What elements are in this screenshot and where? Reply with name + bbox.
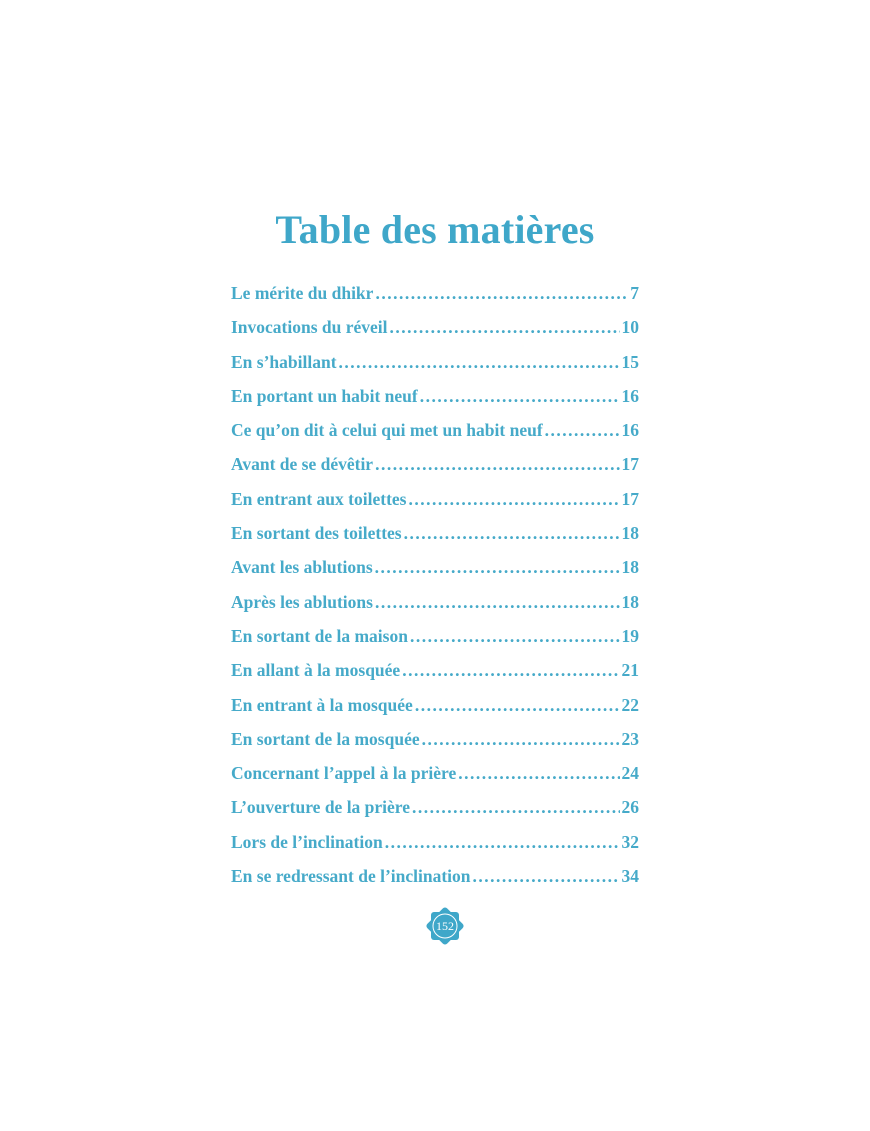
- toc-entry: [231, 516, 639, 550]
- toc-entry-title: Après les ablutions: [231, 591, 373, 612]
- toc-entry-title: Ce qu’on dit à celui qui met un habit neuf: [231, 420, 543, 441]
- toc-entry-page: 21: [621, 660, 639, 681]
- toc-entry: [231, 379, 639, 413]
- toc-entry-title: En se redressant de l’inclination: [231, 866, 471, 887]
- toc-entry-page: 26: [621, 797, 639, 818]
- toc-entry: [231, 482, 639, 516]
- toc-entry-page: 24: [621, 763, 639, 784]
- toc-entry-title: L’ouverture de la prière: [231, 797, 411, 818]
- toc-entry-page: 18: [621, 591, 639, 612]
- toc-entry: [231, 585, 639, 619]
- toc-entry-page: 17: [621, 488, 639, 509]
- toc-entry-title: En portant un habit neuf: [231, 385, 418, 406]
- toc-entry-page: 10: [621, 317, 639, 338]
- table-of-contents: [231, 276, 639, 893]
- page-number-badge: [423, 904, 467, 948]
- toc-dot-leader: [375, 585, 620, 619]
- toc-entry: [231, 345, 639, 379]
- toc-entry-title: En entrant à la mosquée: [231, 694, 413, 715]
- toc-dot-leader: [375, 276, 628, 310]
- toc-entry: [231, 447, 639, 481]
- toc-dot-leader: [473, 859, 620, 893]
- toc-dot-leader: [402, 653, 619, 687]
- toc-entry-page: 17: [621, 454, 639, 475]
- toc-dot-leader: [545, 413, 620, 447]
- toc-entry-page: 22: [621, 694, 639, 715]
- toc-dot-leader: [339, 345, 620, 379]
- toc-entry-page: 34: [621, 866, 639, 887]
- toc-entry: [231, 310, 639, 344]
- toc-entry-title: En sortant de la mosquée: [231, 728, 420, 749]
- toc-dot-leader: [412, 790, 619, 824]
- toc-dot-leader: [458, 756, 619, 790]
- page-number: 152: [436, 919, 454, 933]
- toc-entry-title: Avant de se dévêtir: [231, 454, 374, 475]
- toc-entry-page: 23: [621, 728, 639, 749]
- toc-dot-leader: [410, 619, 620, 653]
- toc-entry-title: Le mérite du dhikr: [231, 283, 374, 303]
- toc-entry: [231, 276, 639, 310]
- toc-entry-title: Lors de l’inclination: [231, 831, 383, 852]
- toc-entry-title: Avant les ablutions: [231, 557, 373, 578]
- toc-dot-leader: [375, 550, 620, 584]
- toc-entry-title: En allant à la mosquée: [231, 660, 401, 681]
- toc-entry: [231, 756, 639, 790]
- toc-entry-page: 15: [621, 351, 639, 372]
- toc-entry-title: Invocations du réveil: [231, 317, 388, 338]
- toc-dot-leader: [422, 722, 620, 756]
- toc-entry-page: 18: [621, 557, 639, 578]
- toc-entry: [231, 688, 639, 722]
- toc-entry-title: Concernant l’appel à la prière: [231, 763, 457, 784]
- toc-dot-leader: [420, 379, 620, 413]
- toc-dot-leader: [385, 825, 620, 859]
- toc-dot-leader: [408, 482, 619, 516]
- toc-entry: [231, 859, 639, 893]
- toc-entry: [231, 413, 639, 447]
- toc-entry-page: 32: [621, 831, 639, 852]
- toc-entry-page: 16: [621, 420, 639, 441]
- page-title: Table des matières: [275, 207, 595, 252]
- toc-entry-title: En sortant des toilettes: [231, 523, 402, 544]
- toc-entry-page: 19: [621, 625, 639, 646]
- toc-dot-leader: [390, 310, 620, 344]
- toc-dot-leader: [415, 688, 620, 722]
- toc-entry-title: En entrant aux toilettes: [231, 488, 407, 509]
- toc-entry-page: 7: [630, 283, 639, 303]
- toc-entry: [231, 790, 639, 824]
- toc-dot-leader: [404, 516, 620, 550]
- toc-entry: [231, 653, 639, 687]
- toc-entry: [231, 619, 639, 653]
- toc-entry: [231, 550, 639, 584]
- toc-dot-leader: [375, 447, 619, 481]
- toc-entry: [231, 722, 639, 756]
- toc-entry-page: 16: [621, 385, 639, 406]
- toc-entry: [231, 825, 639, 859]
- toc-entry-title: En sortant de la maison: [231, 625, 408, 646]
- toc-entry-page: 18: [621, 523, 639, 544]
- toc-entry-title: En s’habillant: [231, 351, 337, 372]
